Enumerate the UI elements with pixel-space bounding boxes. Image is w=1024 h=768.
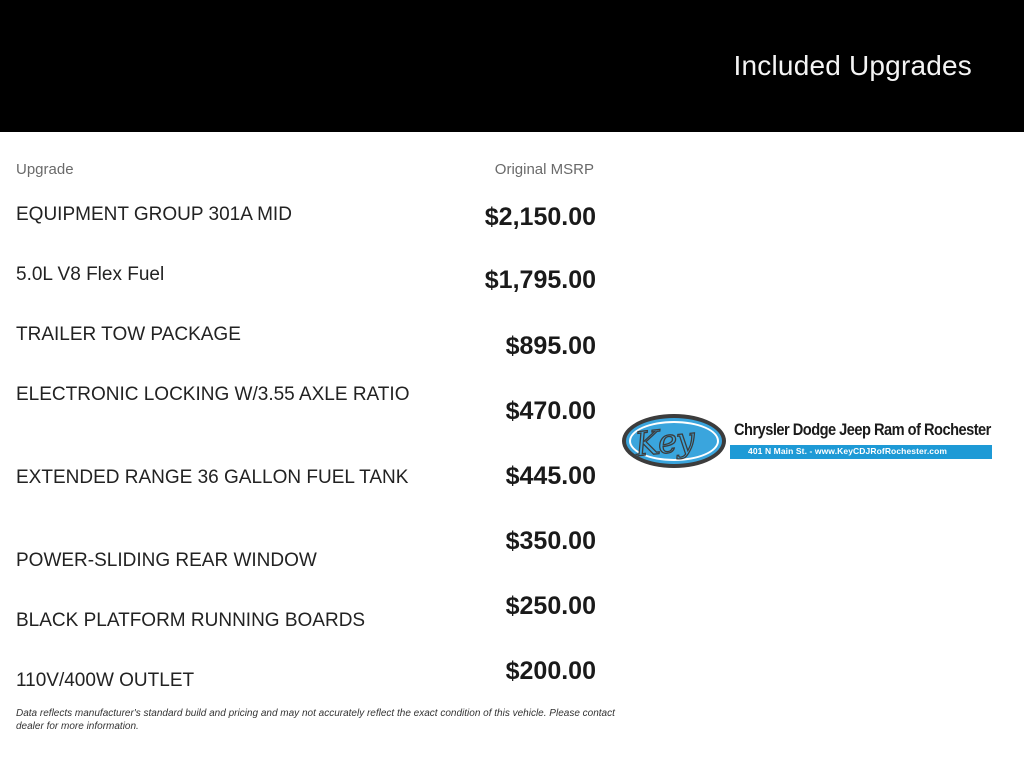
upgrade-price: $350.00: [505, 527, 596, 555]
disclaimer-text: Data reflects manufacturer's standard build and pricing and may not accurately reflect the exact condition of this vehicle. Please contact dealer for more information.: [16, 708, 615, 732]
upgrade-price: $1,795.00: [484, 266, 596, 294]
upgrade-name: POWER-SLIDING REAR WINDOW: [16, 550, 317, 571]
upgrade-name: EQUIPMENT GROUP 301A MID: [16, 204, 292, 225]
dealer-logo: [622, 412, 994, 470]
upgrade-name: 110V/400W OUTLET: [16, 670, 195, 691]
column-header-upgrade: Upgrade: [16, 161, 74, 178]
upgrade-price: $470.00: [505, 397, 596, 425]
upgrade-name: BLACK PLATFORM RUNNING BOARDS: [16, 610, 366, 631]
upgrade-price: $200.00: [505, 657, 596, 685]
upgrade-name: 5.0L V8 Flex Fuel: [16, 264, 165, 285]
key-logo-wordmark: Key: [633, 419, 696, 464]
upgrade-price: $2,150.00: [484, 203, 596, 231]
upgrade-price: $895.00: [505, 332, 596, 360]
upgrade-price: $445.00: [505, 462, 596, 490]
key-logo-oval-icon: [622, 414, 726, 468]
header-bar: [0, 0, 1024, 132]
dealer-tagline: 401 N Main St. - www.KeyCDJRofRochester.com: [748, 446, 948, 456]
upgrade-name: TRAILER TOW PACKAGE: [16, 324, 241, 345]
upgrade-name: EXTENDED RANGE 36 GALLON FUEL TANK: [16, 467, 409, 488]
column-header-msrp: Original MSRP: [494, 161, 594, 178]
page-title: Included Upgrades: [733, 50, 972, 81]
dealer-name: Chrysler Dodge Jeep Ram of Rochester: [734, 420, 991, 439]
upgrade-name: ELECTRONIC LOCKING W/3.55 AXLE RATIO: [16, 384, 410, 405]
upgrade-price: $250.00: [505, 592, 596, 620]
